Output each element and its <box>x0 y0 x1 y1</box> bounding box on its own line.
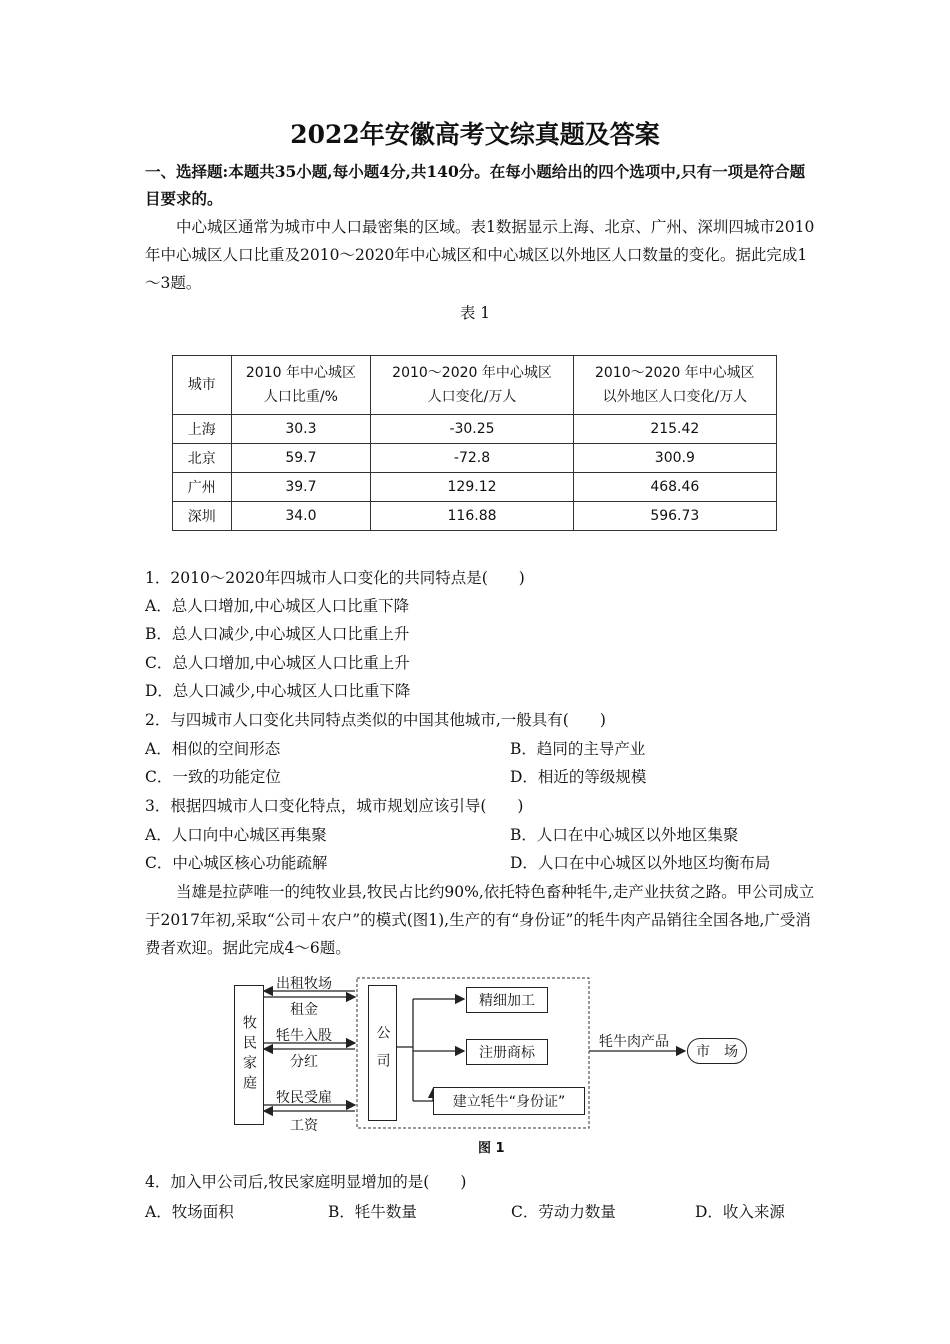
intro-paragraph-1: 中心城区通常为城市中人口最密集的区域。表1数据显示上海、北京、广州、深圳四城市2010年中心城区人口比重及2010～2020年中心城区和中心城区以外地区人口数量的变化。据此完成1～3题。 <box>145 218 815 292</box>
cell-core: 129.12 <box>371 473 573 502</box>
question-1-option-a: A．总人口增加,中心城区人口比重下降 <box>145 597 410 615</box>
cell-core: -72.8 <box>371 444 573 473</box>
figure-caption: 图 1 <box>478 1141 505 1156</box>
market-label: 市 场 <box>696 1044 738 1060</box>
cell-core: -30.25 <box>371 415 573 444</box>
question-1-option-b: B．总人口减少,中心城区人口比重上升 <box>145 625 410 643</box>
table-row <box>173 473 777 502</box>
table-caption: 表 1 <box>459 304 491 322</box>
question-3-stem: 3．根据四城市人口变化特点，城市规划应该引导( ) <box>145 797 524 815</box>
table-header-row <box>173 356 777 415</box>
cell-share: 34.0 <box>231 502 371 531</box>
herder-household-label: 牧民家庭 <box>241 1015 257 1095</box>
question-2-stem: 2．与四城市人口变化共同特点类似的中国其他城市,一般具有( ) <box>145 711 606 729</box>
question-2-option-c: C．一致的功能定位 <box>145 768 281 786</box>
header-outer-change: 2010～2020 年中心城区 以外地区人口变化/万人 <box>573 356 776 415</box>
question-2-option-d: D．相近的等级规模 <box>510 768 647 786</box>
company-label: 公司 <box>374 1025 391 1081</box>
question-3-option-a: A．人口向中心城区再集聚 <box>145 826 327 844</box>
branch-fine-processing-label: 精细加工 <box>479 993 535 1009</box>
cell-city: 广州 <box>173 473 232 502</box>
cell-outer: 215.42 <box>573 415 776 444</box>
arrow-label-yak-shares: 牦牛入股 <box>276 1028 332 1044</box>
intro-paragraph-2: 当雄是拉萨唯一的纯牧业县,牧民占比约90%,依托特色畜种牦牛,走产业扶贫之路。甲公司成立于2017年初,采取“公司＋农户”的模式(图1),生产的有“身份证”的牦牛肉产品销往全国各地,广受消费者欢迎。据此完成4～6题。 <box>145 883 815 957</box>
arrow-label-rent: 租金 <box>290 1002 318 1018</box>
question-4-option-c: C．劳动力数量 <box>511 1203 616 1221</box>
arrow-label-wages: 工资 <box>290 1118 318 1134</box>
question-1-stem: 1．2010～2020年四城市人口变化的共同特点是( ) <box>145 569 525 587</box>
company-box <box>368 985 397 1121</box>
product-label: 牦牛肉产品 <box>599 1034 669 1050</box>
cell-core: 116.88 <box>371 502 573 531</box>
header-core-change: 2010～2020 年中心城区 人口变化/万人 <box>371 356 573 415</box>
population-table <box>172 355 777 531</box>
question-4-option-a: A．牧场面积 <box>145 1203 234 1221</box>
cell-city: 上海 <box>173 415 232 444</box>
question-1-option-d: D．总人口减少,中心城区人口比重下降 <box>145 682 411 700</box>
question-3-option-d: D．人口在中心城区以外地区均衡布局 <box>510 854 771 872</box>
branch-yak-id <box>433 1087 585 1115</box>
question-1-option-c: C．总人口增加,中心城区人口比重上升 <box>145 654 410 672</box>
branch-register-trademark <box>466 1039 548 1065</box>
question-4-stem: 4．加入甲公司后,牧民家庭明显增加的是( ) <box>145 1173 467 1191</box>
cell-outer: 468.46 <box>573 473 776 502</box>
table-row <box>173 444 777 473</box>
question-4-option-d: D．收入来源 <box>695 1203 785 1221</box>
cell-outer: 300.9 <box>573 444 776 473</box>
cell-share: 39.7 <box>231 473 371 502</box>
cell-share: 59.7 <box>231 444 371 473</box>
table-row <box>173 415 777 444</box>
branch-register-trademark-label: 注册商标 <box>479 1045 535 1061</box>
herder-household-box <box>234 985 264 1125</box>
table-row <box>173 502 777 531</box>
question-2-option-b: B．趋同的主导产业 <box>510 740 646 758</box>
header-share-2010: 2010 年中心城区 人口比重/% <box>231 356 371 415</box>
figure-1-diagram <box>230 975 760 1155</box>
arrow-label-herders-employed: 牧民受雇 <box>276 1090 332 1106</box>
branch-yak-id-label: 建立牦牛“身份证” <box>452 1094 566 1110</box>
question-3-option-c: C．中心城区核心功能疏解 <box>145 854 328 872</box>
question-3-option-b: B．人口在中心城区以外地区集聚 <box>510 826 739 844</box>
arrow-label-lease-pasture: 出租牧场 <box>276 976 332 992</box>
cell-share: 30.3 <box>231 415 371 444</box>
section-header: 一、选择题:本题共35小题,每小题4分,共140分。在每小题给出的四个选项中,只有一项是符合题目要求的。 <box>145 162 806 208</box>
market-box <box>687 1038 747 1064</box>
branch-fine-processing <box>466 987 548 1013</box>
cell-outer: 596.73 <box>573 502 776 531</box>
question-2-option-a: A．相似的空间形态 <box>145 740 281 758</box>
cell-city: 深圳 <box>173 502 232 531</box>
arrow-label-dividend: 分红 <box>290 1054 318 1070</box>
header-city: 城市 <box>173 356 232 415</box>
page-title: 2022年安徽高考文综真题及答案 <box>290 120 660 149</box>
question-4-option-b: B．牦牛数量 <box>328 1203 417 1221</box>
cell-city: 北京 <box>173 444 232 473</box>
